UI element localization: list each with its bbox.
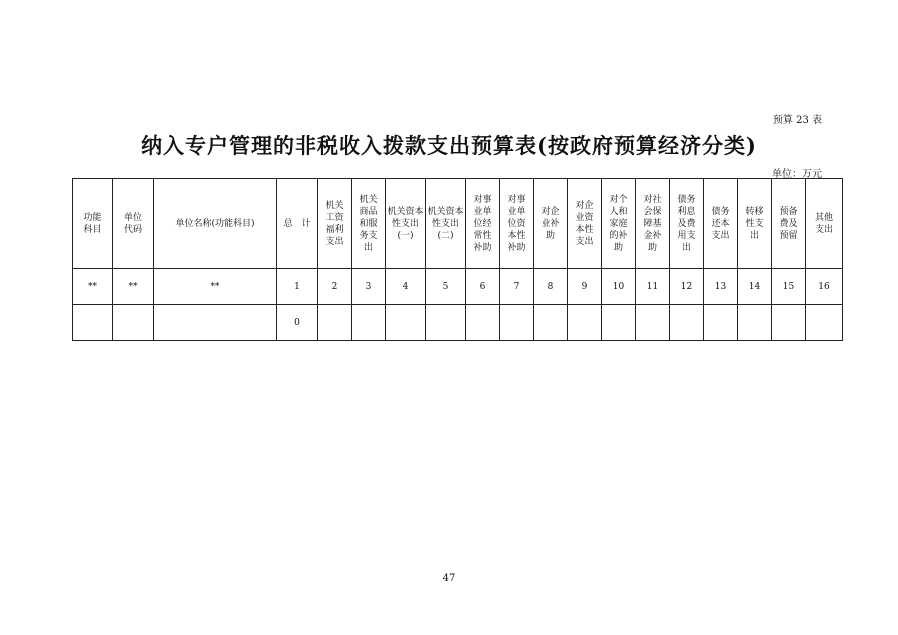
index-row xyxy=(73,269,843,305)
header-cell: 对事业单位经常性补助 xyxy=(466,179,500,269)
header-cell: 对企业补助 xyxy=(534,179,568,269)
index-cell: 13 xyxy=(704,269,738,305)
data-cell xyxy=(602,305,636,341)
index-cell: 3 xyxy=(352,269,386,305)
header-row xyxy=(73,179,843,269)
index-cell: 4 xyxy=(386,269,426,305)
header-cell: 机关工资福利支出 xyxy=(318,179,352,269)
data-cell xyxy=(500,305,534,341)
header-cell: 机关商品和服务支出 xyxy=(352,179,386,269)
index-cell: 12 xyxy=(670,269,704,305)
index-cell: 15 xyxy=(772,269,806,305)
index-cell: 11 xyxy=(636,269,670,305)
index-cell: 5 xyxy=(426,269,466,305)
data-cell xyxy=(806,305,843,341)
data-cell xyxy=(670,305,704,341)
data-cell xyxy=(154,305,277,341)
index-cell: 8 xyxy=(534,269,568,305)
data-cell xyxy=(113,305,154,341)
header-cell: 债务利息及费用支出 xyxy=(670,179,704,269)
data-cell xyxy=(738,305,772,341)
index-cell: ** xyxy=(73,269,113,305)
data-cell xyxy=(386,305,426,341)
header-cell: 功能科目 xyxy=(73,179,113,269)
data-cell xyxy=(352,305,386,341)
index-cell: 6 xyxy=(466,269,500,305)
header-cell: 债务还本支出 xyxy=(704,179,738,269)
header-cell: 单位名称(功能科目) xyxy=(154,179,277,269)
data-cell xyxy=(318,305,352,341)
data-cell xyxy=(568,305,602,341)
index-cell: ** xyxy=(113,269,154,305)
header-cell: 对事业单位资本性补助 xyxy=(500,179,534,269)
index-cell: 14 xyxy=(738,269,772,305)
header-cell: 机关资本性支出(一) xyxy=(386,179,426,269)
header-cell: 对个人和家庭的补助 xyxy=(602,179,636,269)
header-cell: 总 计 xyxy=(277,179,318,269)
index-cell: 16 xyxy=(806,269,843,305)
data-cell: 0 xyxy=(277,305,318,341)
index-cell: ** xyxy=(154,269,277,305)
header-cell: 单位代码 xyxy=(113,179,154,269)
index-cell: 2 xyxy=(318,269,352,305)
data-cell xyxy=(466,305,500,341)
header-cell: 转移性支出 xyxy=(738,179,772,269)
data-cell xyxy=(772,305,806,341)
data-cell xyxy=(636,305,670,341)
header-cell: 预备费及预留 xyxy=(772,179,806,269)
index-cell: 7 xyxy=(500,269,534,305)
page-title: 纳入专户管理的非税收入拨款支出预算表(按政府预算经济分类) xyxy=(141,133,757,158)
data-cell xyxy=(73,305,113,341)
index-cell: 10 xyxy=(602,269,636,305)
index-cell: 1 xyxy=(277,269,318,305)
index-cell: 9 xyxy=(568,269,602,305)
header-cell: 其他支出 xyxy=(806,179,843,269)
form-number: 预算 23 表 xyxy=(772,115,822,126)
budget-table xyxy=(72,178,843,341)
header-cell: 对社会保障基金补助 xyxy=(636,179,670,269)
page-number: 47 xyxy=(442,573,456,584)
data-cell xyxy=(534,305,568,341)
header-cell: 机关资本性支出(二) xyxy=(426,179,466,269)
data-cell xyxy=(426,305,466,341)
unit-label: 单位：万元 xyxy=(772,169,822,180)
data-cell xyxy=(704,305,738,341)
table-row xyxy=(73,305,843,341)
header-cell: 对企业资本性支出 xyxy=(568,179,602,269)
